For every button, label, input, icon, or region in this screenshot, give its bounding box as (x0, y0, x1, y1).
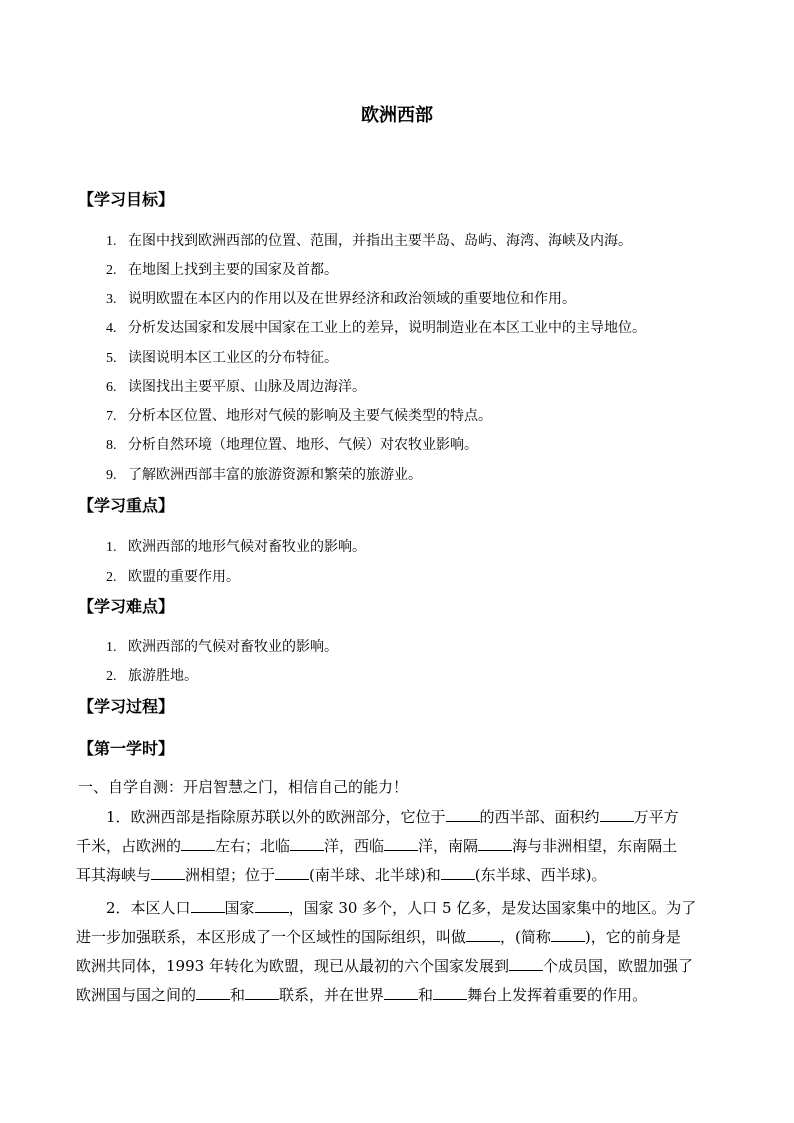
question-1-line-1: 1．欧洲西部是指除原苏联以外的欧洲部分，它位于 的西半部、面积约 万平方 (106, 808, 679, 826)
question-2-line-4: 欧洲国与国之间的 和 联系，并在世界 和 舞台上发挥着重要的作用。 (76, 986, 648, 1004)
process-heading: 【学习过程】 (78, 697, 175, 716)
key-point-item: 2. 欧盟的重要作用。 (106, 569, 240, 585)
key-point-item: 1. 欧洲西部的地形气候对畜牧业的影响。 (106, 539, 366, 555)
blank-field[interactable] (466, 927, 500, 942)
objective-item: 2. 在地图上找到主要的国家及首都。 (106, 262, 338, 278)
blank-field[interactable] (290, 836, 324, 851)
blank-field[interactable] (384, 836, 418, 851)
blank-field[interactable] (196, 985, 230, 1000)
blank-field[interactable] (551, 927, 585, 942)
blank-field[interactable] (191, 898, 225, 913)
difficulty-item: 1. 欧洲西部的气候对畜牧业的影响。 (106, 639, 338, 655)
question-1-line-2: 千米，占欧洲的 左右；北临 洋，西临 洋，南隔 海与非洲相望，东南隔土 (76, 837, 678, 855)
blank-field[interactable] (441, 865, 475, 880)
blank-field[interactable] (151, 865, 185, 880)
question-2-line-2: 进一步加强联系，本区形成了一个区域性的国际组织，叫做 ，(简称 )，它的前身是 (76, 928, 681, 946)
objective-item: 9. 了解欧洲西部丰富的旅游资源和繁荣的旅游业。 (106, 467, 422, 483)
blank-field[interactable] (245, 985, 279, 1000)
blank-field[interactable] (275, 865, 309, 880)
blank-field[interactable] (384, 985, 418, 1000)
question-2-line-1: 2．本区人口 国家 ，国家 30 多个，人口 5 亿多，是发达国家集中的地区。为了 (106, 899, 697, 917)
objective-item: 4. 分析发达国家和发展中国家在工业上的差异，说明制造业在本区工业中的主导地位。 (106, 320, 646, 336)
objectives-heading: 【学习目标】 (78, 190, 175, 209)
key-points-heading: 【学习重点】 (78, 496, 175, 515)
blank-field[interactable] (181, 836, 215, 851)
period-heading: 【第一学时】 (78, 739, 175, 758)
page-title: 欧洲西部 (361, 105, 433, 126)
question-1-line-3: 耳其海峡与 洲相望；位于 (南半球、北半球)和 (东半球、西半球)。 (76, 866, 607, 884)
objective-item: 7. 分析本区位置、地形对气候的影响及主要气候类型的特点。 (106, 408, 492, 424)
difficulty-item: 2. 旅游胜地。 (106, 668, 198, 684)
objective-item: 3. 说明欧盟在本区内的作用以及在世界经济和政治领域的重要地位和作用。 (106, 291, 576, 307)
objective-item: 8. 分析自然环境（地理位置、地形、气候）对农牧业影响。 (106, 437, 478, 453)
self-test-intro: 一、自学自测：开启智慧之门，相信自己的能力！ (78, 778, 409, 796)
difficulties-heading: 【学习难点】 (78, 597, 175, 616)
blank-field[interactable] (255, 898, 289, 913)
blank-field[interactable] (446, 807, 480, 822)
blank-field[interactable] (600, 807, 634, 822)
objective-item: 5. 读图说明本区工业区的分布特征。 (106, 350, 338, 366)
blank-field[interactable] (509, 956, 543, 971)
blank-field[interactable] (478, 836, 512, 851)
blank-field[interactable] (433, 985, 467, 1000)
objective-item: 1. 在图中找到欧洲西部的位置、范围，并指出主要半岛、岛屿、海湾、海峡及内海。 (106, 233, 632, 249)
objective-item: 6. 读图找出主要平原、山脉及周边海洋。 (106, 379, 366, 395)
question-2-line-3: 欧洲共同体，1993 年转化为欧盟，现已从最初的六个国家发展到 个成员国，欧盟加强了 (76, 957, 693, 975)
